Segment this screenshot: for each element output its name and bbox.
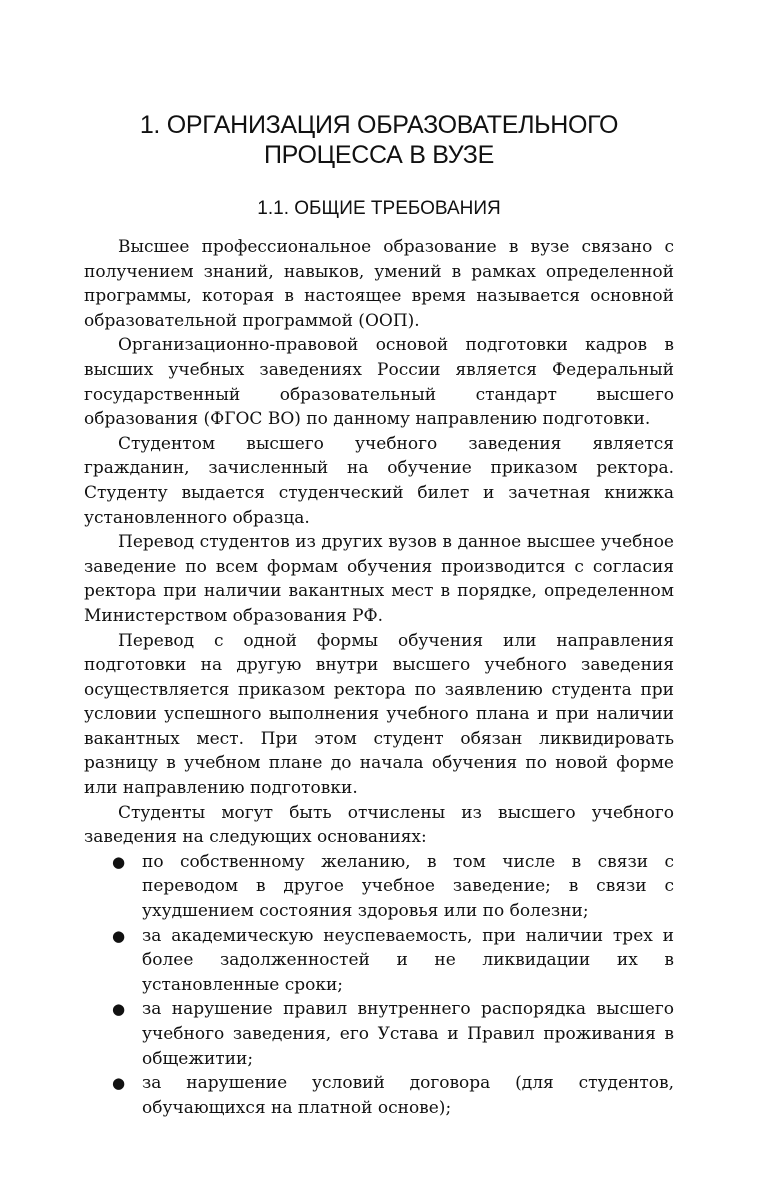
- bullet-icon: ●: [112, 926, 126, 945]
- chapter-title: [84, 110, 674, 170]
- paragraph-2: Организационно-правовой основой подготовки кадров в высших учебных заведениях России является Федеральный государственный образовательный стандарт высшего образования (ФГОС ВО) по данному направлению подготовки.: [84, 335, 674, 430]
- bullet-icon: ●: [112, 1074, 126, 1093]
- list-item-text: за нарушение условий договора (для студентов, обучающихся на платной основе);: [142, 1073, 674, 1118]
- list-item: [112, 924, 674, 998]
- list-item-text: за нарушение правил внутреннего распорядка высшего учебного заведения, его Устава и Правил проживания в общежитии;: [142, 999, 674, 1069]
- list-item: [112, 1071, 674, 1120]
- chapter-title-line-1: 1. ОРГАНИЗАЦИЯ ОБРАЗОВАТЕЛЬНОГО: [139, 111, 619, 139]
- list-item: [112, 997, 674, 1071]
- paragraph-5: Перевод с одной формы обучения или направления подготовки на другую внутри высшего учебного заведения осуществляется приказом ректора по заявлению студента при условии успешного выполнения учебного плана и при наличии вакантных мест. При этом студент обязан ликвидировать разницу в учебном плане до начала обучения по новой форме или направлению подготовки.: [84, 630, 674, 799]
- paragraph-1: Высшее профессиональное образование в вузе связано с получением знаний, навыков, умений в рамках определенной программы, которая в настоящее время называется основной образовательной программой (ООП).: [84, 237, 674, 331]
- body-text: [84, 235, 674, 1120]
- bullet-icon: ●: [112, 852, 126, 871]
- paragraph-4: Перевод студентов из других вузов в данное высшее учебное заведение по всем формам обучения производится с согласия ректора при наличии вакантных мест в порядке, определенном Министерством образования РФ.: [84, 532, 674, 626]
- bullet-icon: ●: [112, 1000, 126, 1019]
- list-item: [112, 850, 674, 924]
- list-item-text: по собственному желанию, в том числе в связи с переводом в другое учебное заведение; в связи с ухудшением состояния здоровья или по болезни;: [142, 851, 674, 922]
- book-page: [84, 110, 674, 1120]
- paragraph-6: Студенты могут быть отчислены из высшего учебного заведения на следующих основаниях:: [84, 802, 674, 848]
- chapter-title-line-2: ПРОЦЕССА В ВУЗЕ: [264, 141, 494, 169]
- paragraph-3: Студентом высшего учебного заведения является гражданин, зачисленный на обучение приказом ректора. Студенту выдается студенческий билет и зачетная книжка установленного образца.: [84, 433, 674, 528]
- dismissal-grounds-list: [84, 850, 674, 1121]
- section-title: 1.1. ОБЩИЕ ТРЕБОВАНИЯ: [257, 198, 501, 219]
- list-item-text: за академическую неуспеваемость, при наличии трех и более задолженностей и не ликвидации их в установленные сроки;: [142, 925, 674, 995]
